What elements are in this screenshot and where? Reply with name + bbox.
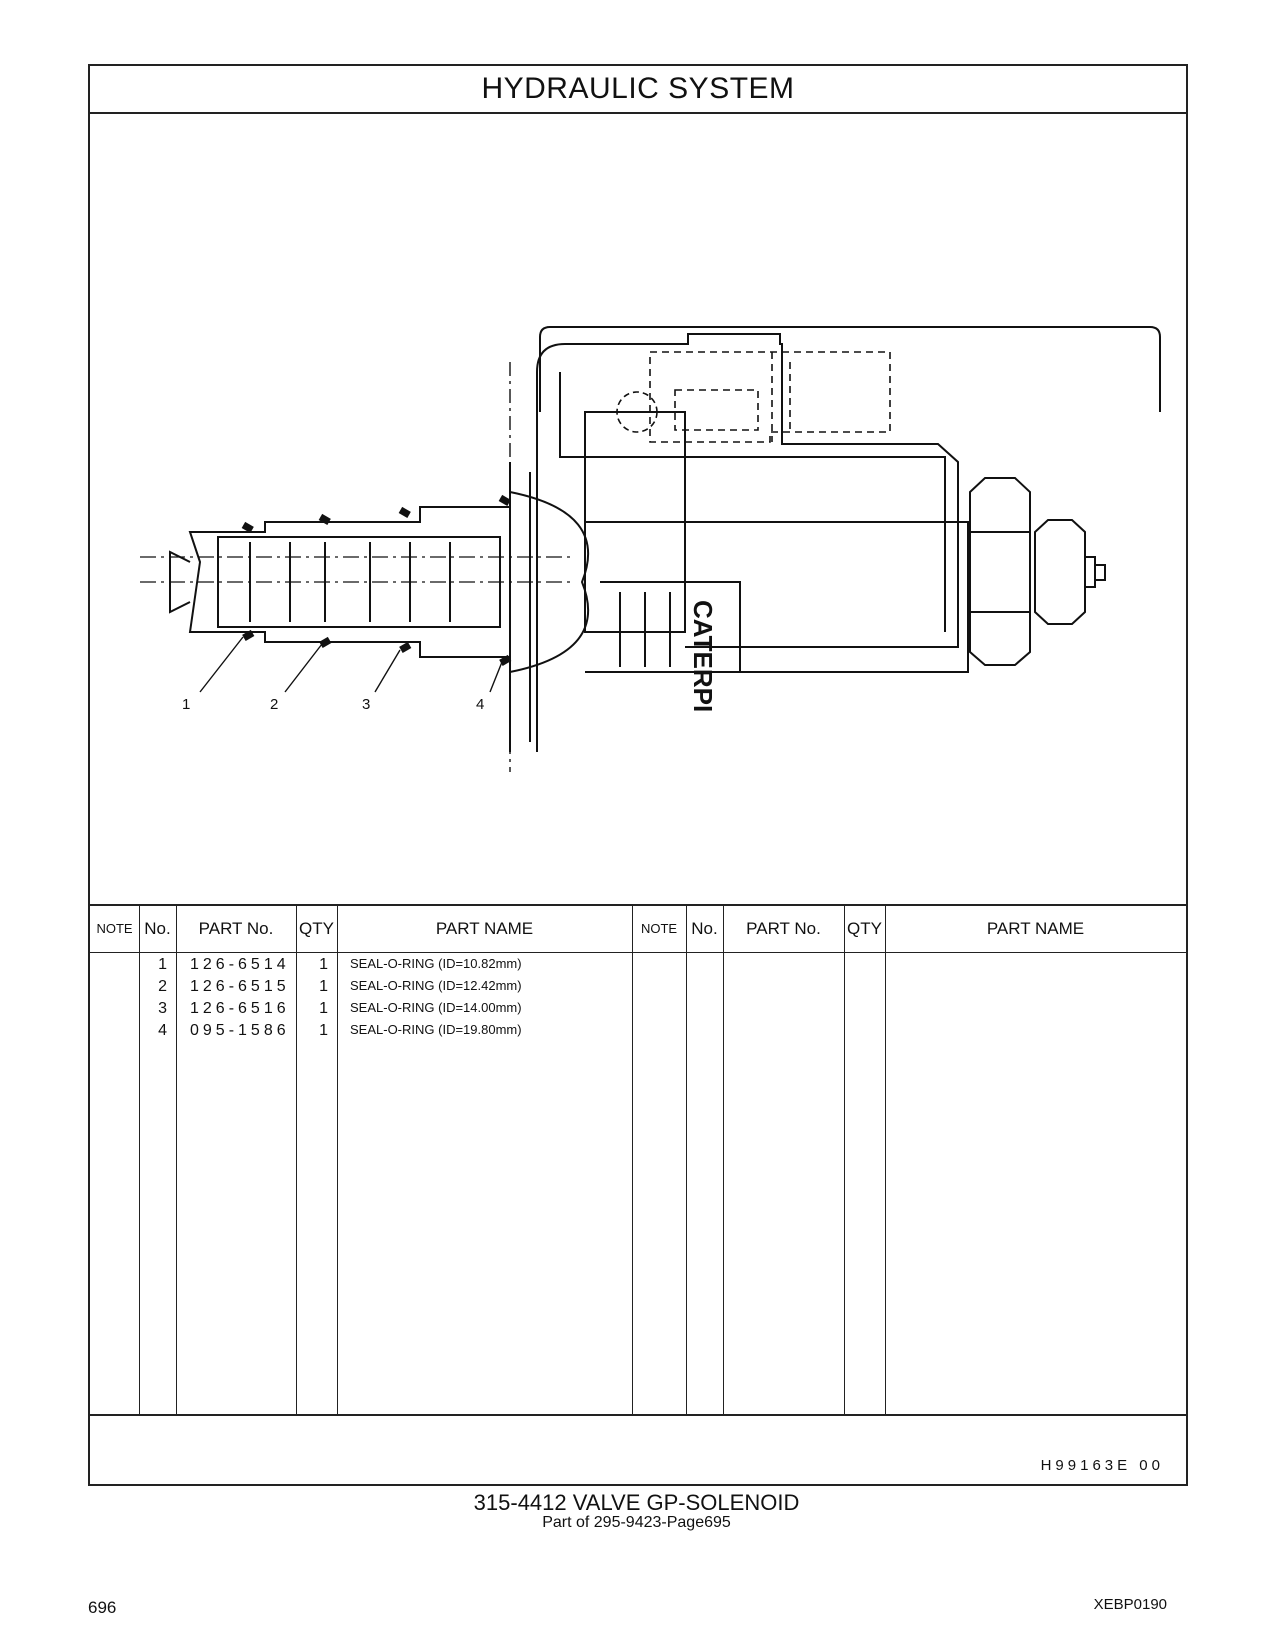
table-row: [90, 956, 1186, 978]
end-cap: [1035, 520, 1085, 624]
mount-plate: [510, 462, 530, 752]
assembly-subcaption: Part of 295-9423-Page695: [542, 1514, 731, 1531]
row-qty: 1: [319, 1022, 328, 1039]
document-id: XEBP0190: [1093, 1596, 1167, 1613]
row-no: 4: [158, 1022, 167, 1039]
table-row: [90, 978, 1186, 1000]
leader-2: [285, 644, 322, 692]
table-row: [90, 1000, 1186, 1022]
header-qty-right: QTY: [847, 919, 882, 938]
leader-3: [375, 650, 400, 692]
end-nut: [970, 478, 1030, 665]
centerline-horizontal: [140, 557, 570, 582]
page-number: 696: [88, 1598, 117, 1617]
solenoid-housing: [537, 327, 1160, 752]
parts-table: [90, 904, 1186, 1416]
row-no: 1: [158, 956, 167, 973]
row-part-name: SEAL-O-RING (ID=12.42mm): [350, 978, 522, 993]
header-no-right: No.: [691, 919, 718, 938]
row-part-no: 126-6515: [190, 978, 290, 995]
coil-logo-text: CATERPI: [688, 600, 718, 713]
solenoid-valve-drawing: [90, 112, 1186, 904]
row-part-name: SEAL-O-RING (ID=14.00mm): [350, 1000, 522, 1015]
header-part-no-right: PART No.: [746, 919, 821, 938]
row-no: 2: [158, 978, 167, 995]
header-part-name: PART NAME: [435, 919, 534, 938]
leader-1: [200, 637, 243, 692]
parts-page-frame: [88, 64, 1188, 1486]
header-note: NOTE: [96, 921, 133, 936]
end-nut-flats: [970, 532, 1030, 612]
callout-2: 2: [270, 696, 279, 713]
table-row: [90, 1022, 1186, 1044]
row-part-no: 095-1586: [190, 1022, 290, 1039]
callout-4: 4: [476, 696, 485, 713]
coil-ribs: [600, 582, 740, 672]
leader-4: [490, 662, 502, 692]
callout-3: 3: [362, 696, 371, 713]
header-no: No.: [144, 919, 171, 938]
header-qty: QTY: [299, 919, 334, 938]
header-note-right: NOTE: [640, 921, 678, 936]
row-no: 3: [158, 1000, 167, 1017]
coil-body: [585, 522, 968, 672]
header-part-name-right: PART NAME: [986, 919, 1085, 938]
o-rings: [242, 495, 512, 666]
page-title: HYDRAULIC SYSTEM: [90, 66, 1186, 114]
header-part-no: PART No.: [198, 919, 274, 938]
row-part-name: SEAL-O-RING (ID=10.82mm): [350, 956, 522, 971]
drawing-footer: [90, 1414, 1186, 1488]
row-qty: 1: [319, 1000, 328, 1017]
callout-1: 1: [182, 696, 191, 713]
assembly-caption: 315-4412 VALVE GP-SOLENOID: [473, 1490, 800, 1515]
row-part-no: 126-6516: [190, 1000, 290, 1017]
drawing-code: H99163E 00: [1040, 1457, 1164, 1474]
row-part-no: 126-6514: [190, 956, 290, 973]
end-tip: [1085, 557, 1105, 587]
housing-outline: [537, 334, 958, 647]
row-part-name: SEAL-O-RING (ID=19.80mm): [350, 1022, 522, 1037]
row-qty: 1: [319, 956, 328, 973]
row-qty: 1: [319, 978, 328, 995]
